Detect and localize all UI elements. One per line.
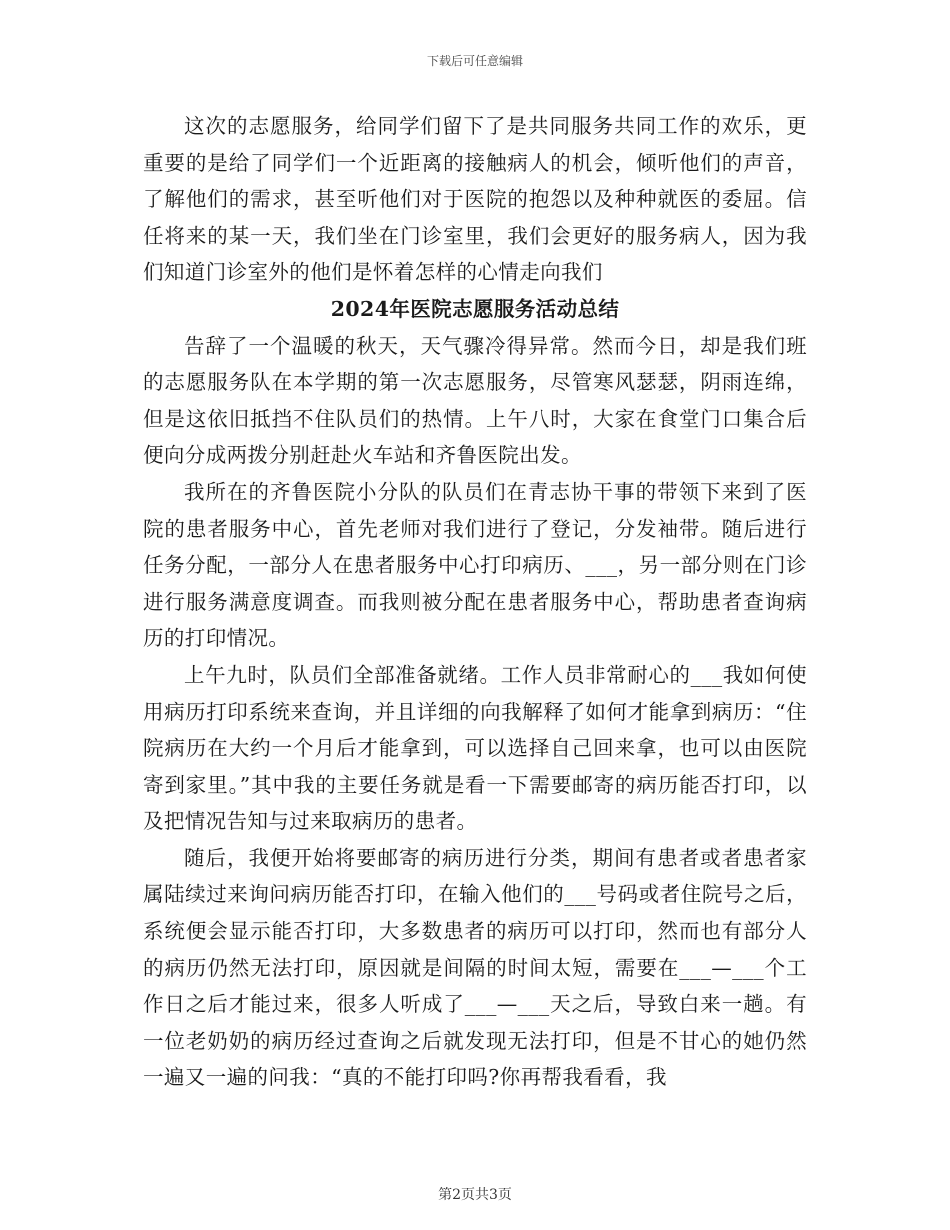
paragraph-work: 随后，我便开始将要邮寄的病历进行分类，期间有患者或者患者家属陆续过来询问病历能否打印，在输入他们的___号码或者住院号之后，系统便会显示能否打印，大多数患者的病历可以打印，然而也有部分人的病历仍然无法打印，原因就是间隔的时间太短，需要在___—___个工作日之后才能过来，很多人听成了___—___天之后，导致白来一趟。有一位老奶奶的病历经过查询之后就发现无法打印，但是不甘心的她仍然一遍又一遍的问我：“真的不能打印吗?你再帮我看看，我 [143, 845, 807, 1090]
document-body [143, 108, 807, 1096]
document-title: 2024年医院志愿服务活动总结 [330, 296, 620, 321]
page-header: 下载后可任意编辑 [426, 54, 523, 68]
page-footer: 第2页共3页 [438, 1187, 512, 1203]
paragraph-opening: 告辞了一个温暖的秋天，天气骤冷得异常。然而今日，却是我们班的志愿服务队在本学期的第一次志愿服务，尽管寒风瑟瑟，阴雨连绵，但是这依旧抵挡不住队员们的热情。上午八时，大家在食堂门口集合后便向分成两拨分别赶赴火车站和齐鲁医院出发。 [143, 333, 807, 468]
paragraph-assignment: 我所在的齐鲁医院小分队的队员们在青志协干事的带领下来到了医院的患者服务中心，首先老师对我们进行了登记，分发袖带。随后进行任务分配，一部分人在患者服务中心打印病历、___，另一部分则在门诊进行服务满意度调查。而我则被分配在患者服务中心，帮助患者查询病历的打印情况。 [143, 479, 807, 651]
paragraph-intro: 这次的志愿服务，给同学们留下了是共同服务共同工作的欢乐，更重要的是给了同学们一个近距离的接触病人的机会，倾听他们的声音，了解他们的需求，甚至听他们对于医院的抱怨以及种种就医的委屈。信任将来的某一天，我们坐在门诊室里，我们会更好的服务病人，因为我们知道门诊室外的他们是怀着怎样的心情走向我们 [143, 114, 807, 285]
paragraph-preparation: 上午九时，队员们全部准备就绪。工作人员非常耐心的___我如何使用病历打印系统来查询，并且详细的向我解释了如何才能拿到病历：“住院病历在大约一个月后才能拿到，可以选择自己回来拿，也可以由医院寄到家里。”其中我的主要任务就是看一下需要邮寄的病历能否打印，以及把情况告知与过来取病历的患者。 [143, 662, 807, 834]
